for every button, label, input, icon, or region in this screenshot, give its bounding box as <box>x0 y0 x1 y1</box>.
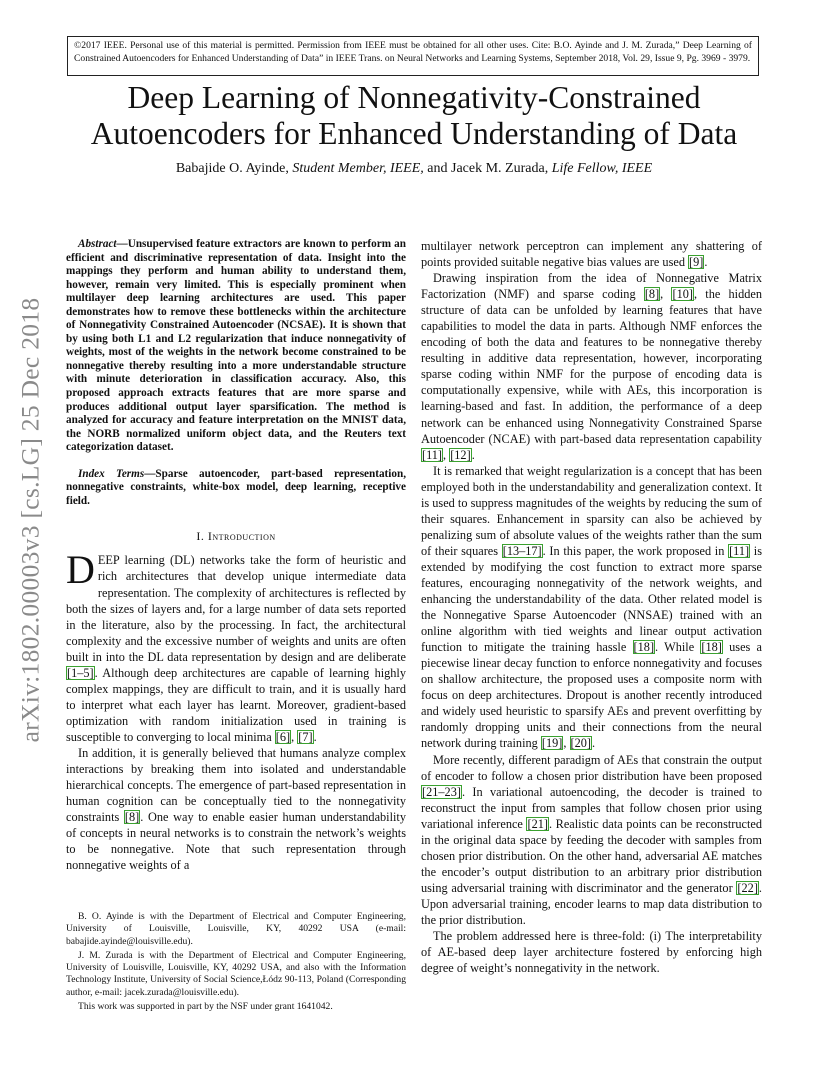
citation-link[interactable]: [18] <box>701 640 722 655</box>
citation-link[interactable]: [11] <box>729 543 750 558</box>
right-paragraph-4: The problem addressed here is three-fold: (i) The interpretability of AE-based deep layer architecture fostered by enforcing high degree of weight’s nonnegativity in the network. <box>421 929 762 976</box>
intro-p2-text-b: . One way to enable easier human understandability of concepts in neural networks is to constrain the network’s weights to be nonnegative. Note that such representation through nonnegative weights of a <box>66 810 406 873</box>
intro-paragraph-1 <box>66 547 406 745</box>
text: is extended by modifying the cost function to extract more sparse features, encouraging nonnegativity of the network weights, and enhancing the understandability of the data. Other related model is the Nonnegative Sparse Autoencoder (NNSAE) trained with an online algorithm with tied weights and linear output activation function to mitigate the training hassle <box>421 543 762 655</box>
footnote-zurada: J. M. Zurada is with the Department of Electrical and Computer Engineering, University of Louisville, Louisville, KY, 40292 USA, and also with the Information Technology Institute, University of Social Science,Łódz 90-113, Poland (Corresponding author, e-mail: jacek.zurada@louisville.edu). <box>66 949 406 998</box>
citation-link[interactable]: [19] <box>541 736 563 751</box>
right-paragraph-3 <box>421 752 762 929</box>
text: . Realistic data points can be reconstructed in the original data space by feeding the decoder with samples from chosen prior distribution. On the other hand, adversarial AE matches the encoder’s output distribution to an arbitrary prior distribution using adversarial training with discriminator and the generator <box>421 816 763 895</box>
left-column <box>66 238 406 873</box>
section-heading-introduction <box>66 528 406 544</box>
footnote-ayinde: B. O. Ayinde is with the Department of Electrical and Computer Engineering, University of Louisville, Louisville, KY, 40292 USA (e-mail: babajide.ayinde@louisville.edu). <box>66 911 406 947</box>
right-column <box>421 238 762 976</box>
paper-title <box>40 80 788 152</box>
citation-link[interactable]: [21] <box>527 816 548 831</box>
citation-link[interactable]: [13–17] <box>502 543 542 558</box>
right-paragraph-2 <box>421 463 762 752</box>
abstract-text: —Unsupervised feature extractors are known to perform an efficient and discriminative representation of data. Insight into the mappings they perform and human ability to understand them, however, remain very limited. This is especially prominent when multilayer deep learning architectures are used. This paper demonstrates how to remove these bottlenecks within the architecture of Nonnegativity Constrained Autoencoder (NCSAE). It is shown that by using both L1 and L2 regularization that induce nonnegativity of weights, most of the weights in the network become constrained to be nonnegative thereby resulting into a more understandable structure with minute deterioration in classification accuracy. Also, this proposed approach extracts features that are more sparse and produces additional output layer sparsification. The method is analyzed for accuracy and feature interpretation on the MNIST data, the NORB normalized uniform object data, and the Reuters text categorization dataset. <box>66 238 406 454</box>
citation-link[interactable]: [8] <box>124 810 140 825</box>
text: , <box>443 447 450 462</box>
citation-link[interactable]: [12] <box>450 447 471 462</box>
text: Drawing inspiration from the idea of Nonnegative Matrix Factorization (NMF) and sparse coding <box>421 271 762 302</box>
right-paragraph-0 <box>421 238 762 270</box>
author-1-name: Babajide O. Ayinde, <box>175 161 289 176</box>
citation-link[interactable]: [9] <box>689 255 704 270</box>
section-numeral: I. <box>196 529 205 544</box>
index-terms <box>66 468 406 509</box>
citation-link[interactable]: [22] <box>737 880 758 895</box>
citation-link[interactable]: [21–23] <box>422 784 461 799</box>
footnotes <box>66 911 406 1015</box>
citation-link[interactable]: [8] <box>644 287 660 302</box>
citation-link[interactable]: [18] <box>633 640 655 655</box>
text: , <box>660 287 672 302</box>
citation-link[interactable]: [1–5] <box>67 665 94 680</box>
author-1-role: Student Member, IEEE, <box>292 161 424 176</box>
author-2-role: Life Fellow, IEEE <box>551 161 653 176</box>
text: More recently, different paradigm of AEs that constrain the output of encoder to follow a chosen prior distribution have been proposed <box>421 752 762 783</box>
text: . Upon adversarial training, encoder learns to map data distribution to the prior distribution. <box>421 880 762 927</box>
text: uses a piecewise linear decay function to enforce nonnegativity and focuses on shallow architecture, the proposed uses a composite norm with focus on deep architectures. Dropout is another recently introduced and widely used heuristic to sparsify AEs and prevent overfitting by randomly dropping units and their connections from the neural network during training <box>421 640 762 751</box>
author-2-name: and Jacek M. Zurada, <box>427 161 549 176</box>
right-paragraph-1 <box>421 270 762 463</box>
section-name: Introduction <box>207 529 276 544</box>
title-line-1: Deep Learning of Nonnegativity-Constrained <box>127 80 701 115</box>
text-end: . <box>313 729 317 744</box>
text: multilayer network perceptron can implement any shattering of points provided suitable negative bias values are used <box>421 239 762 270</box>
text: . <box>471 447 475 462</box>
text: It is remarked that weight regularization is a concept that has been employed both in the understandability and generalization context. It is used to suppress magnitudes of the weights by reducing the sum of their squares. Enhancement in sparsity can also be achieved by penalizing sum of absolute values of the weights rather than the sum of their squares <box>421 463 762 558</box>
index-terms-label: Index Terms <box>78 467 145 480</box>
intro-p1-text: EEP learning (DL) networks take the form of heuristic and rich architectures that develop unique intermediate data representation. The complexity of architectures is reflected by both the sizes of layers and, for a large number of data sets reported in the literature, also by the processing. In fact, the architectural complexity and the excessive number of weights and units are often built in into the DL data representation by design and are deliberate <box>66 553 406 664</box>
text: . While <box>655 640 701 655</box>
author-line <box>40 160 788 178</box>
arxiv-identifier[interactable]: arXiv:1802.00003v3 [cs.LG] 25 Dec 2018 <box>15 297 44 743</box>
arxiv-watermark <box>10 280 50 760</box>
text: , <box>563 736 570 751</box>
citation-link[interactable]: [11] <box>422 447 443 462</box>
text: . In variational autoencoding, the decoder is trained to reconstruct the input from samples that follow chosen prior using variational inference <box>421 784 762 831</box>
text: , the hidden structure of data can be unfolded by learning features that have capabilities to model the data in parts. Although NMF enforces the encoding of both the data and features to be nonnegative thereby resulting in additive data representation, however, incorporating sparse coding within NMF for the purpose of encoding data is computationally expensive, while with AEs, this incorporation is learning-based and fast. In addition, the performance of a deep network can be enhanced using Nonnegativity Constrained Sparse Autoencoder (NCAE) with part-based data representation capability <box>421 287 763 446</box>
citation-link[interactable]: [20] <box>570 736 592 751</box>
text: . In this paper, the work proposed in <box>542 543 729 558</box>
abstract <box>66 238 406 455</box>
citation-link[interactable]: [7] <box>298 729 313 744</box>
citation-link[interactable]: [10] <box>672 287 693 302</box>
text: . <box>592 736 596 751</box>
index-terms-text: —Sparse autoencoder, part-based representation, nonnegative constraints, white-box model, deep learning, receptive field. <box>66 467 406 507</box>
intro-p2-text-a: In addition, it is generally believed that humans analyze complex interactions by breaking them into isolated and understandable hierarchical concepts. The emergence of part-based representation in human cognition can be conceptually tied to the nonnegativity constraints <box>66 746 406 825</box>
text-sep: , <box>291 729 298 744</box>
citation-link[interactable]: [6] <box>275 729 291 744</box>
intro-paragraph-2 <box>66 745 406 873</box>
abstract-label: Abstract <box>78 238 117 250</box>
drop-cap: D <box>66 547 95 593</box>
text: . <box>704 255 708 270</box>
title-line-2: Autoencoders for Enhanced Understanding of Data <box>90 116 738 151</box>
copyright-notice: ©2017 IEEE. Personal use of this material is permitted. Permission from IEEE must be obtained for all other uses. Cite: B.O. Ayinde and J. M. Zurada,” Deep Learning of Constrained Autoencoders for Enhanced Understanding of Data” in IEEE Trans. on Neural Networks and Learning Systems, September 2018, Vol. 29, Issue 9, Pg. 3969 - 3979. <box>67 36 759 76</box>
footnote-funding: This work was supported in part by the NSF under grant 1641042. <box>78 1001 333 1013</box>
intro-p1-text-mid: . Although deep architectures are capable of learning highly complex mappings, they are difficult to train, and it is usually hard to interpret what each layer has learnt. Moreover, gradient-based optimization with random initialization used in training is susceptible to converging to local minima <box>66 665 406 744</box>
